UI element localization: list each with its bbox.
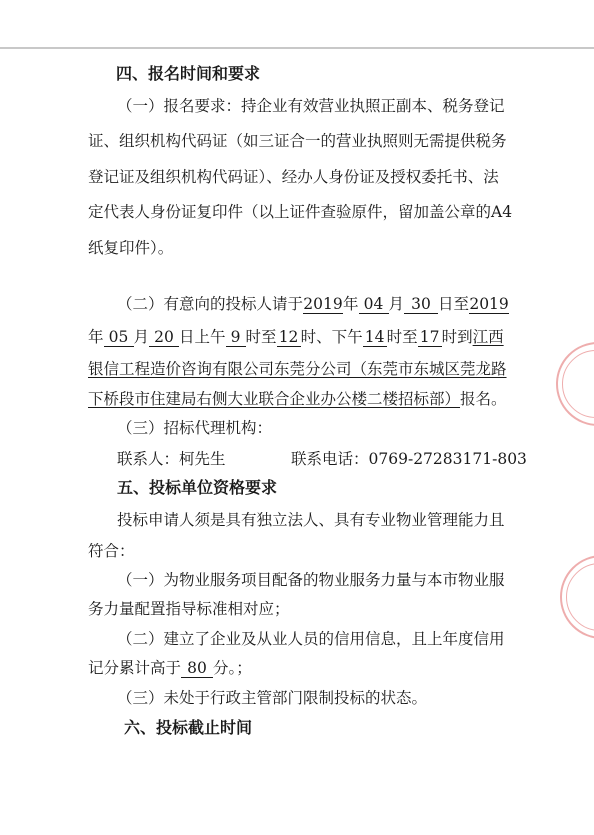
month-unit: 月 (388, 295, 405, 313)
s4-item3-phone (0, 448, 594, 470)
year-unit: 年 (88, 328, 104, 346)
phone-number: 0769-27283171-803 (368, 450, 527, 468)
s4-item1-line2: 证、组织机构代码证（如三证合一的营业执照则无需提供税务 (88, 132, 507, 150)
company-part-c: 下桥段市住建局右侧大业联合企业办公楼二楼招标部） (88, 390, 461, 408)
section-4-heading: 四、报名时间和要求 (116, 64, 261, 83)
day-to-text: 日至 (438, 295, 470, 313)
s5-item2-line2 (0, 657, 594, 679)
am-start: 9 (226, 328, 246, 347)
score-text: 记分累计高于 (88, 659, 182, 677)
s4-item2-intro: （二）有意向的投标人请于 (117, 295, 304, 313)
start-day: 30 (404, 295, 438, 314)
s4-item1-line5: 纸复印件）。 (88, 239, 174, 257)
company-part-b: 银信工程造价咨询有限公司东莞分公司（东莞市东城区莞龙路 (88, 360, 507, 378)
company-part-a: 江西 (472, 328, 504, 346)
start-month: 04 (359, 295, 389, 314)
contact-name: 柯先生 (179, 450, 226, 468)
start-year: 2019 (303, 295, 343, 313)
s4-item3-label: （三）招标代理机构： (117, 419, 273, 437)
s4-item1-line1: （一）报名要求：持企业有效营业执照正副本、税务登记 (117, 97, 505, 115)
pm-start: 14 (363, 328, 387, 347)
s4-item1-line3: 登记证及组织机构代码证）、经办人身份证及授权委托书、法 (88, 168, 499, 186)
s5-intro-line1: 投标申请人须是具有独立法人、具有专业物业管理能力且 (117, 511, 505, 529)
s5-item3: （三）未处于行政主管部门限制投标的状态。 (117, 689, 428, 707)
s4-item2-line1 (0, 293, 594, 315)
contact-label: 联系人： (117, 450, 180, 468)
end-day: 20 (149, 328, 179, 347)
section-5-heading: 五、投标单位资格要求 (117, 478, 278, 497)
credit-score: 80 (181, 659, 213, 678)
s5-intro-line2: 符合： (88, 542, 135, 560)
s5-item1-line1: （一）为物业服务项目配备的物业服务力量与本市物业服 (117, 571, 505, 589)
end-month: 05 (104, 328, 134, 347)
register-text: 报名。 (460, 390, 507, 408)
morning-text: 日上午 (179, 328, 226, 346)
s4-item2-line4 (0, 388, 594, 410)
year-unit: 年 (343, 295, 359, 313)
arrive-text: 时到 (441, 328, 473, 346)
end-year: 2019 (469, 295, 509, 313)
month-unit: 月 (133, 328, 150, 346)
s4-item2-line3 (0, 358, 594, 380)
afternoon-text: 时、下午 (300, 328, 363, 346)
score-unit: 分。； (213, 659, 252, 677)
s4-item2-line2 (0, 326, 594, 348)
s4-item1-line4: 定代表人身份证复印件（以上证件查验原件，留加盖公章的A4 (88, 203, 513, 221)
am-end: 12 (277, 328, 301, 347)
to-text: 时至 (386, 328, 418, 346)
s5-item2-line1: （二）建立了企业及从业人员的信用信息，且上年度信用 (117, 630, 505, 648)
phone-label: 联系电话： (291, 450, 369, 468)
to-text: 时至 (245, 328, 277, 346)
top-divider (0, 47, 594, 49)
pm-end: 17 (418, 328, 442, 347)
s5-item1-line2: 务力量配置指导标准相对应； (88, 600, 290, 618)
section-6-heading: 六、投标截止时间 (124, 718, 253, 737)
